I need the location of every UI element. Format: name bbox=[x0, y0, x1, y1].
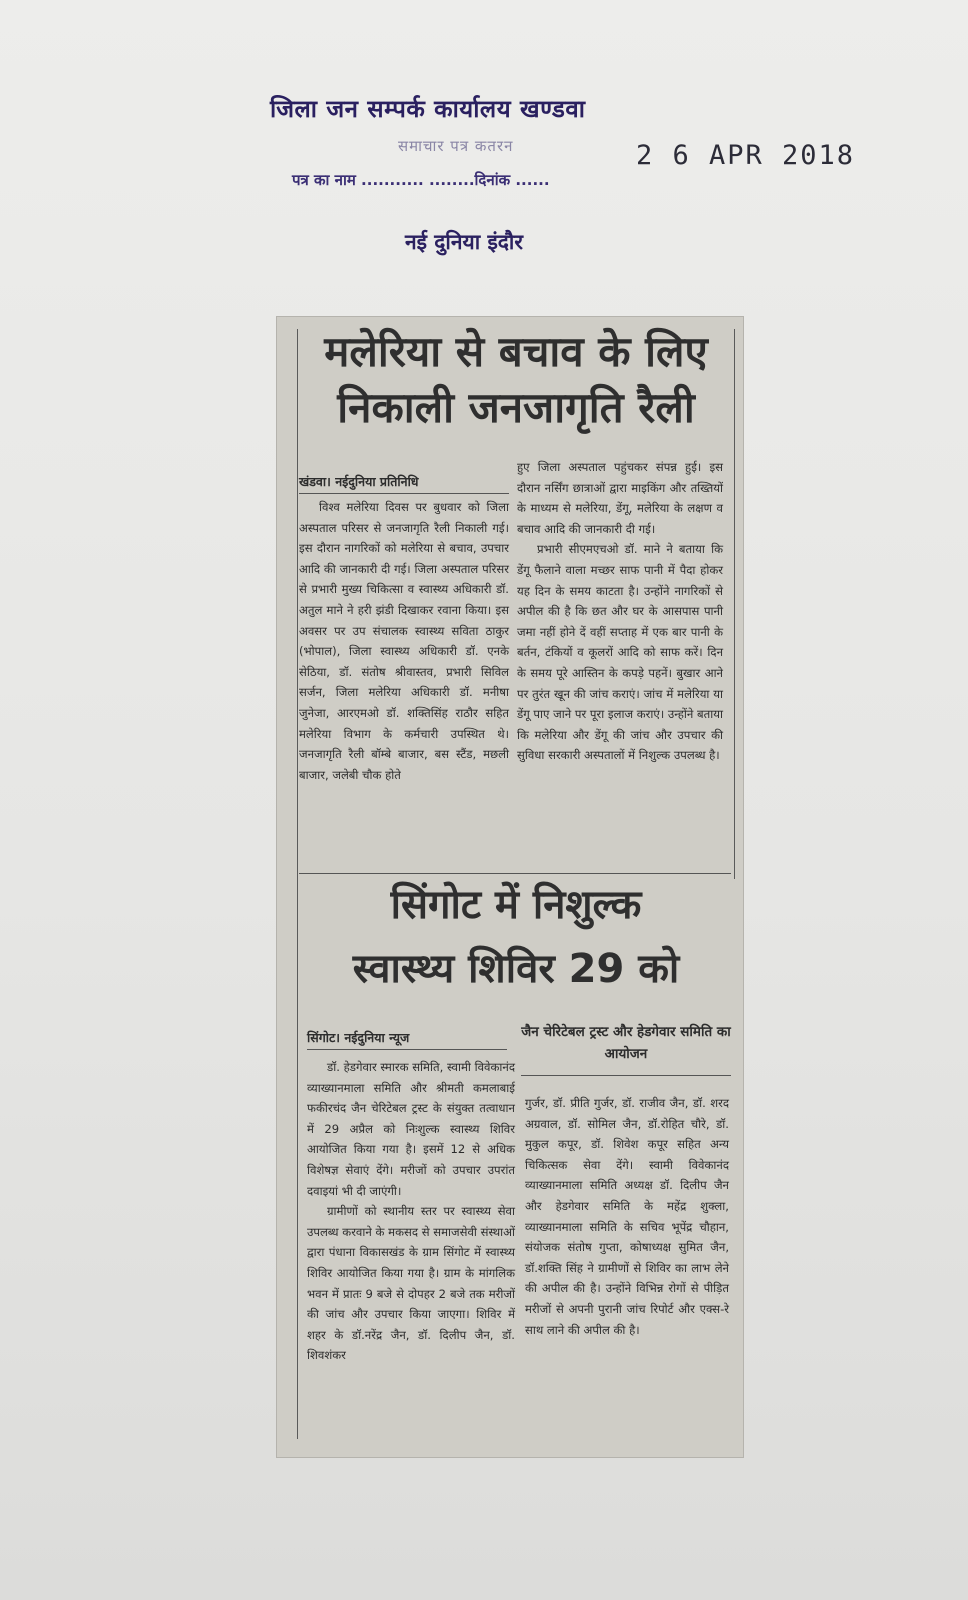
article2-paragraph: गुर्जर, डॉ. प्रीति गुर्जर, डॉ. राजीव जैन, डॉ. शरद अग्रवाल, डॉ. सोमिल जैन, डॉ.रोहित चौरे, डॉ. मुकुल कपूर, डॉ. शिवेश कपूर सहित अन्य चिकित्सक सेवा देंगे। स्वामी विवेकानंद व्याख्यानमाला समिति अध्यक्ष डॉ. दिलीप जैन और हेडगेवार समिति के महेंद्र शुक्ला, व्याख्यानमाला समिति के सचिव भूपेंद्र चौहान, संयोजक संतोष गुप्ता, कोषाध्यक्ष सुमित जैन, डॉ.शक्ति सिंह ने ग्रामीणों से शिविर का लाभ लेने की अपील की है। उन्होंने विभिन्न रोगों से पीड़ित मरीजों से अपनी पुरानी जांच रिपोर्ट और एक्स-रे साथ लाने की अपील की है। bbox=[525, 1096, 729, 1337]
article1-paragraph: विश्व मलेरिया दिवस पर बुधवार को जिला अस्पताल परिसर से जनजागृति रैली निकाली गई। इस दौरान नागरिकों को मलेरिया से बचाव, उपचार आदि की जानकारी दी गई। जिला अस्पताल परिसर से प्रभारी मुख्य चिकित्सा व स्वास्थ्य अधिकारी डॉ. अतुल माने ने हरी झंडी दिखाकर रवाना किया। इस अवसर पर उप संचालक स्वास्थ्य सविता ठाकुर (भोपाल), जिला स्वास्थ्य अधिकारी डॉ. एनके सेठिया, डॉ. संतोष श्रीवास्तव, प्रभारी सिविल सर्जन, जिला मलेरिया अधिकारी डॉ. मनीषा जुनेजा, आरएमओ डॉ. शक्तिसिंह राठौर सहित मलेरिया विभाग के कर्मचारी उपस्थित थे। जनजागृति रैली बॉम्बे बाजार, बस स्टैंड, मछली बाजार, जलेबी चौक होते bbox=[299, 500, 509, 782]
office-title: जिला जन सम्पर्क कार्यालय खण्डवा bbox=[270, 95, 586, 123]
article2-headline-line1: सिंगोट में निशुल्क bbox=[390, 882, 642, 928]
newspaper-name: नई दुनिया इंदौर bbox=[405, 230, 523, 254]
stamp-fields: पत्र का नाम ........... ........दिनांक ...... bbox=[292, 171, 550, 189]
article1-column2 bbox=[517, 457, 723, 766]
stamp-date: 2 6 APR 2018 bbox=[636, 140, 856, 171]
column-rule bbox=[734, 329, 735, 879]
article2-headline-line2: स्वास्थ्य शिविर 29 को bbox=[352, 946, 680, 992]
article1-paragraph: हुए जिला अस्पताल पहुंचकर संपन्न हुई। इस दौरान नर्सिंग छात्राओं द्वारा माइकिंग और तख्तियों के माध्यम से मलेरिया, डेंगू, मलेरिया के लक्षण व बचाव आदि की जानकारी दी गई। bbox=[517, 460, 723, 536]
column-rule bbox=[297, 329, 298, 1439]
stamp-label: समाचार पत्र कतरन bbox=[398, 137, 514, 155]
article2-column2 bbox=[525, 1093, 729, 1340]
article2-column1 bbox=[307, 1057, 515, 1366]
article1-headline-line2: निकाली जनजागृति रैली bbox=[337, 383, 695, 432]
article2-paragraph: डॉ. हेडगेवार स्मारक समिति, स्वामी विवेकानंद व्याख्यानमाला समिति और श्रीमती कमलाबाई फकीरचंद जैन चेरिटेबल ट्रस्ट के संयुक्त तत्वाधान में 29 अप्रैल को निःशुल्क स्वास्थ्य शिविर आयोजित किया गया है। इसमें 12 से अधिक विशेषज्ञ सेवाएं देंगे। मरीजों को उपचार उपरांत दवाइयां भी दी जाएंगी। bbox=[307, 1060, 515, 1198]
article1-headline-line1: मलेरिया से बचाव के लिए bbox=[324, 327, 708, 376]
article1-column1 bbox=[299, 497, 509, 785]
article1-paragraph: प्रभारी सीएमएचओ डॉ. माने ने बताया कि डेंगू फैलाने वाला मच्छर साफ पानी में पैदा होकर यह दिन के समय काटता है। उन्होंने नागरिकों से अपील की है कि छत और घर के आसपास पानी जमा नहीं होने दें वहीं सप्ताह में एक बार पानी के बर्तन, टंकियों व कूलरों आदि को साफ करें। दिन के समय पूरे आस्तिन के कपड़े पहनें। बुखार आने पर तुरंत खून की जांच कराएं। जांच में मलेरिया या डेंगू पाए जाने पर पूरा इलाज कराएं। उन्होंने बताया कि मलेरिया और डेंगू की जांच और उपचार की सुविधा सरकारी अस्पतालों में निशुल्क उपलब्ध है। bbox=[517, 542, 723, 763]
article2-paragraph: ग्रामीणों को स्थानीय स्तर पर स्वास्थ्य सेवा उपलब्ध करवाने के मकसद से समाजसेवी संस्थाओं द्वारा पंधाना विकासखंड के ग्राम सिंगोट में स्वास्थ्य शिविर आयोजित किया गया है। ग्राम के मांगलिक भवन में प्रातः 9 बजे से दोपहर 2 बजे तक मरीजों की जांच और उपचार किया जाएगा। शिविर में शहर के डॉ.नरेंद्र जैन, डॉ. दिलीप जैन, डॉ. शिवशंकर bbox=[307, 1204, 515, 1363]
article2-dateline: सिंगोट। नईदुनिया न्यूज bbox=[307, 1029, 507, 1050]
newspaper-clipping bbox=[276, 316, 744, 1458]
article2-subheadline: जैन चेरिटेबल ट्रस्ट और हेडगेवार समिति का आयोजन bbox=[521, 1021, 731, 1076]
article-divider bbox=[299, 873, 731, 874]
article1-dateline: खंडवा। नईदुनिया प्रतिनिधि bbox=[299, 473, 509, 494]
